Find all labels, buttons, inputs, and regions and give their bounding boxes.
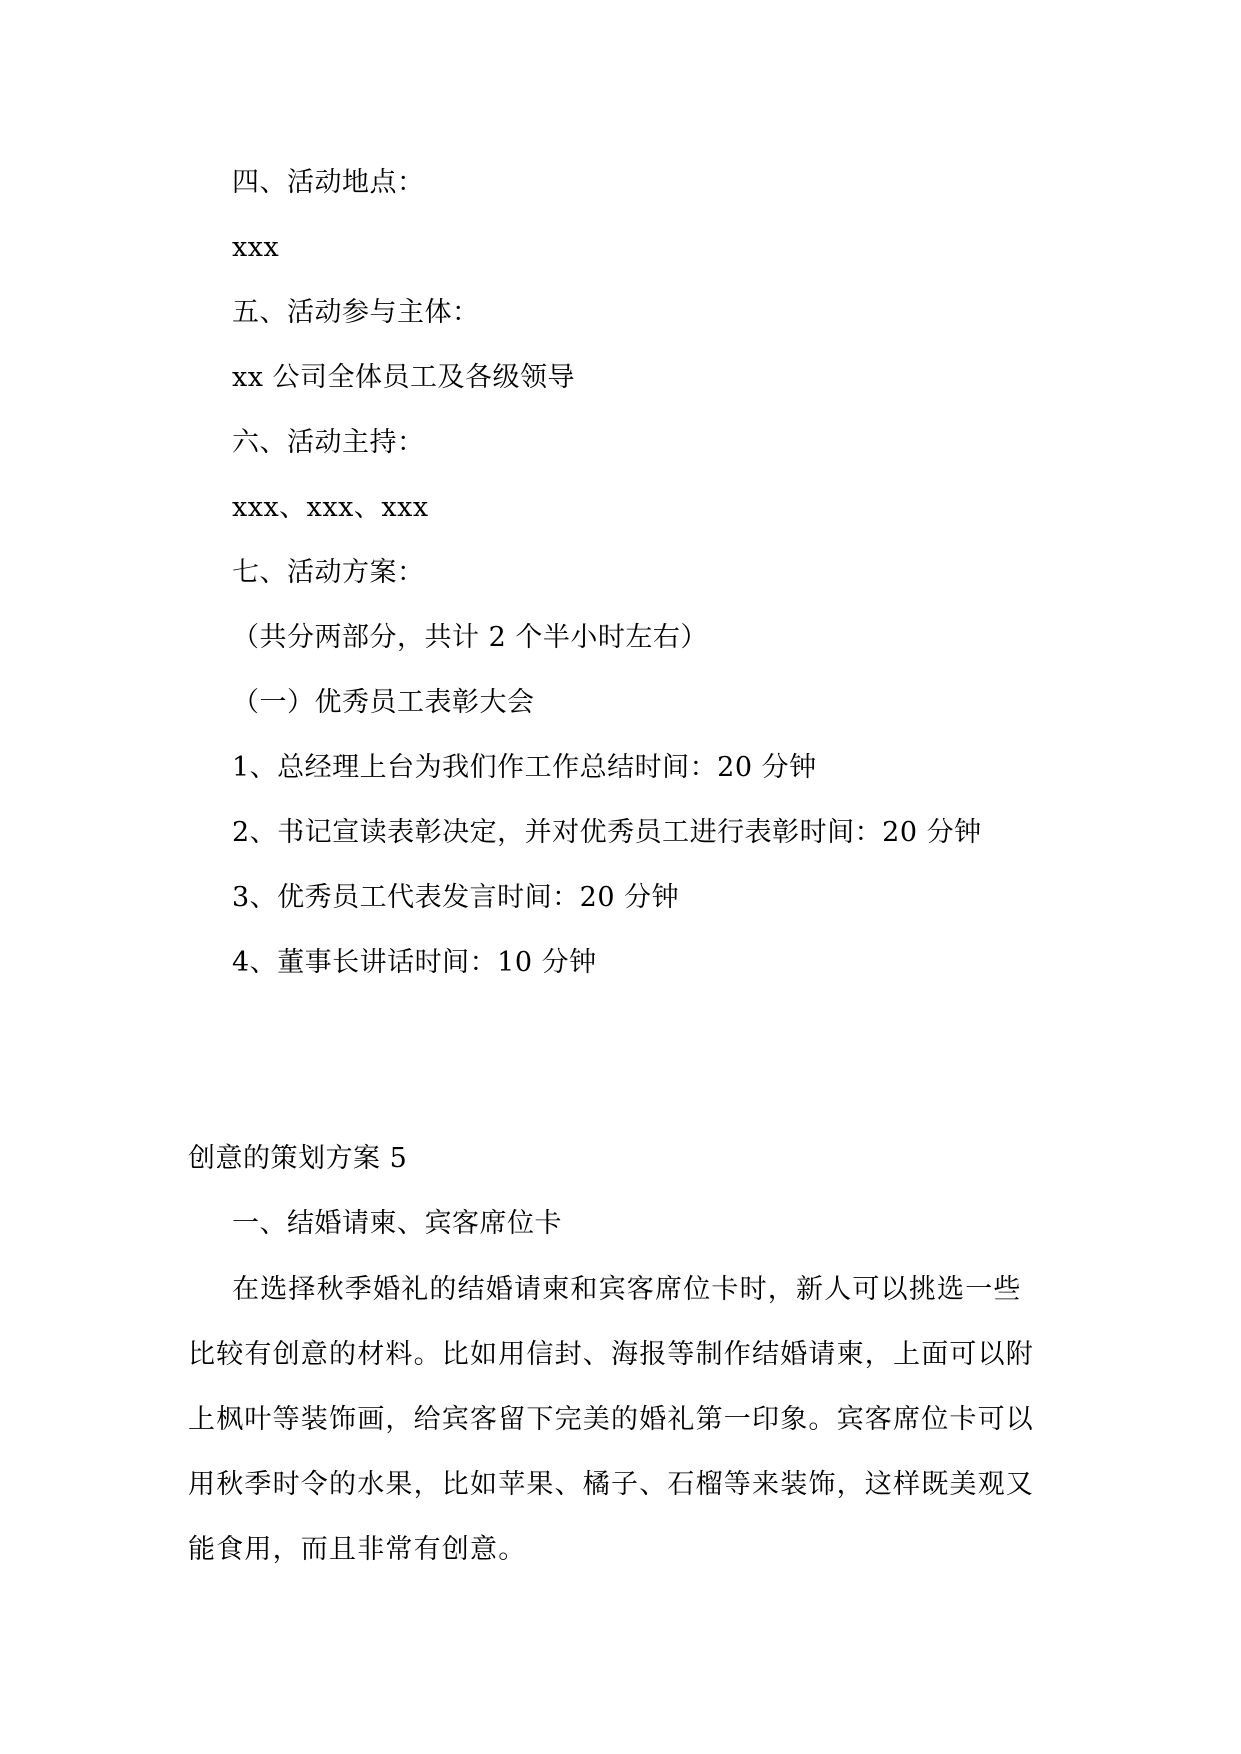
plan-item-4: 4、董事长讲话时间：10 分钟 <box>232 947 597 978</box>
activity-host-value: xxx、xxx、xxx <box>232 492 429 523</box>
paragraph-line: 上枫叶等装饰画，给宾客留下完美的婚礼第一印象。宾客席位卡可以 <box>188 1404 1034 1435</box>
heading-activity-participants: 五、活动参与主体： <box>232 297 480 328</box>
heading-activity-plan: 七、活动方案： <box>232 557 425 588</box>
plan-item-2: 2、书记宣读表彰决定，并对优秀员工进行表彰时间：20 分钟 <box>232 817 982 848</box>
activity-participants-value: xx 公司全体员工及各级领导 <box>232 362 576 393</box>
activity-plan-note: （共分两部分，共计 2 个半小时左右） <box>232 622 708 653</box>
heading-activity-host: 六、活动主持： <box>232 427 425 458</box>
paragraph-line: 比较有创意的材料。比如用信封、海报等制作结婚请柬，上面可以附 <box>188 1339 1034 1370</box>
section-title: 创意的策划方案 5 <box>188 1143 408 1174</box>
plan-item-1: 1、总经理上台为我们作工作总结时间：20 分钟 <box>232 752 817 783</box>
paragraph-line: 能食用，而且非常有创意。 <box>188 1534 527 1565</box>
plan-part-one-heading: （一）优秀员工表彰大会 <box>232 687 535 718</box>
paragraph-line: 用秋季时令的水果，比如苹果、橘子、石榴等来装饰，这样既美观又 <box>188 1469 1034 1500</box>
activity-location-value: xxx <box>232 232 280 263</box>
paragraph-line: 在选择秋季婚礼的结婚请柬和宾客席位卡时，新人可以挑选一些 <box>232 1274 1022 1305</box>
body-paragraph <box>188 1257 1058 1582</box>
section-subheading: 一、结婚请柬、宾客席位卡 <box>232 1208 562 1239</box>
heading-activity-location: 四、活动地点： <box>232 167 425 198</box>
plan-item-3: 3、优秀员工代表发言时间：20 分钟 <box>232 882 680 913</box>
